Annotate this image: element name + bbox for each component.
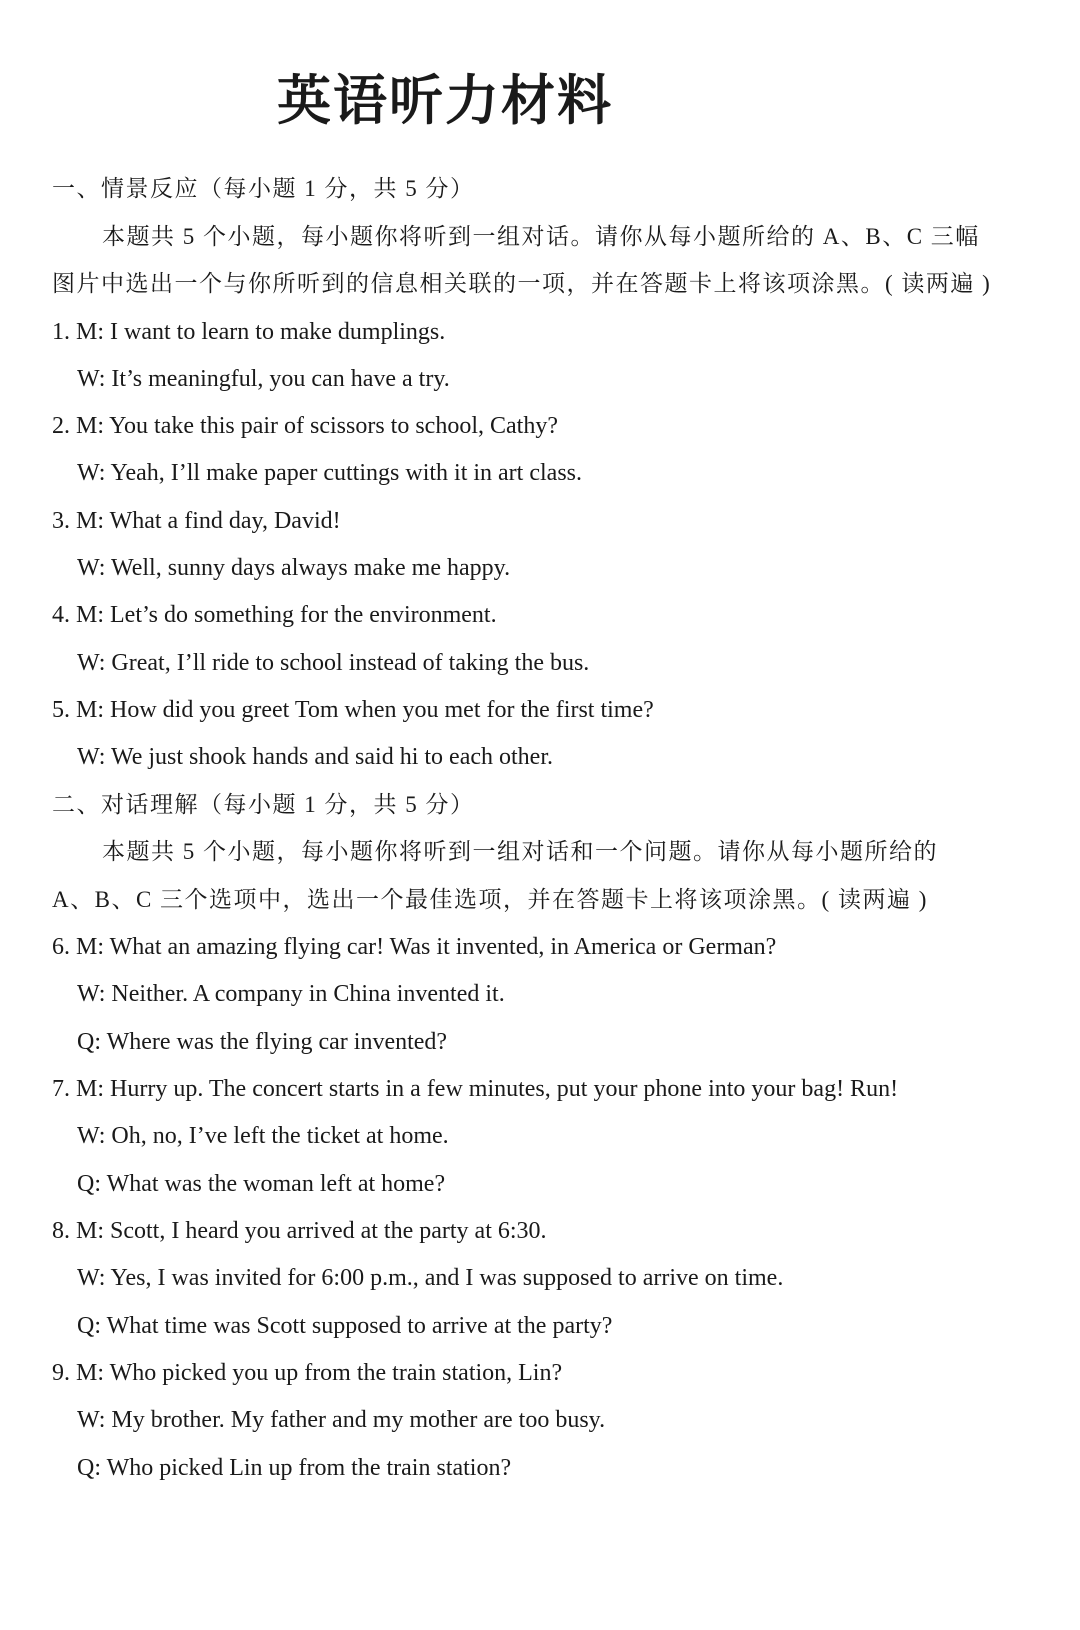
dialogue-8-man: 8. M: Scott, I heard you arrived at the party at 6:30. (52, 1218, 547, 1244)
dialogue-6-man: 6. M: What an amazing flying car! Was it invented, in America or German? (52, 934, 777, 960)
dialogue-9-question: Q: Who picked Lin up from the train station? (77, 1455, 512, 1481)
dialogue-4-woman: W: Great, I’ll ride to school instead of taking the bus. (77, 650, 590, 676)
dialogue-3-woman: W: Well, sunny days always make me happy. (77, 555, 511, 581)
dialogue-2-man: 2. M: You take this pair of scissors to school, Cathy? (52, 413, 558, 439)
dialogue-5-man: 5. M: How did you greet Tom when you met for the first time? (52, 697, 654, 723)
section-1-instructions-line-2: 图片中选出一个与你所听到的信息相关联的一项，并在答题卡上将该项涂黑。( 读两遍 ) (52, 271, 992, 296)
dialogue-8-question: Q: What time was Scott supposed to arrive at the party? (77, 1313, 613, 1339)
section-2-heading: 二、对话理解（每小题 1 分，共 5 分） (52, 792, 475, 817)
dialogue-3-man: 3. M: What a find day, David! (52, 508, 341, 534)
dialogue-1-man: 1. M: I want to learn to make dumplings. (52, 319, 446, 345)
section-1-heading: 一、情景反应（每小题 1 分，共 5 分） (52, 176, 475, 201)
dialogue-1-woman: W: It’s meaningful, you can have a try. (77, 366, 450, 392)
section-1-instructions-line-1: 本题共 5 个小题，每小题你将听到一组对话。请你从每小题所给的 A、B、C 三幅 (102, 224, 980, 249)
dialogue-8-woman: W: Yes, I was invited for 6:00 p.m., and I was supposed to arrive on time. (77, 1265, 784, 1291)
dialogue-4-man: 4. M: Let’s do something for the environment. (52, 602, 497, 628)
dialogue-5-woman: W: We just shook hands and said hi to each other. (77, 744, 553, 770)
page-title: 英语听力材料 (277, 68, 613, 132)
dialogue-2-woman: W: Yeah, I’ll make paper cuttings with it in art class. (77, 460, 582, 486)
dialogue-9-man: 9. M: Who picked you up from the train station, Lin? (52, 1360, 563, 1386)
dialogue-6-question: Q: Where was the flying car invented? (77, 1029, 448, 1055)
section-2-instructions-line-1: 本题共 5 个小题，每小题你将听到一组对话和一个问题。请你从每小题所给的 (102, 839, 938, 864)
dialogue-9-woman: W: My brother. My father and my mother are too busy. (77, 1407, 606, 1433)
dialogue-7-woman: W: Oh, no, I’ve left the ticket at home. (77, 1123, 449, 1149)
dialogue-7-man: 7. M: Hurry up. The concert starts in a few minutes, put your phone into your bag! Run! (52, 1076, 899, 1102)
section-2-instructions-line-2: A、B、C 三个选项中，选出一个最佳选项，并在答题卡上将该项涂黑。( 读两遍 ) (52, 887, 928, 912)
dialogue-7-question: Q: What was the woman left at home? (77, 1171, 446, 1197)
dialogue-6-woman: W: Neither. A company in China invented it. (77, 981, 505, 1007)
